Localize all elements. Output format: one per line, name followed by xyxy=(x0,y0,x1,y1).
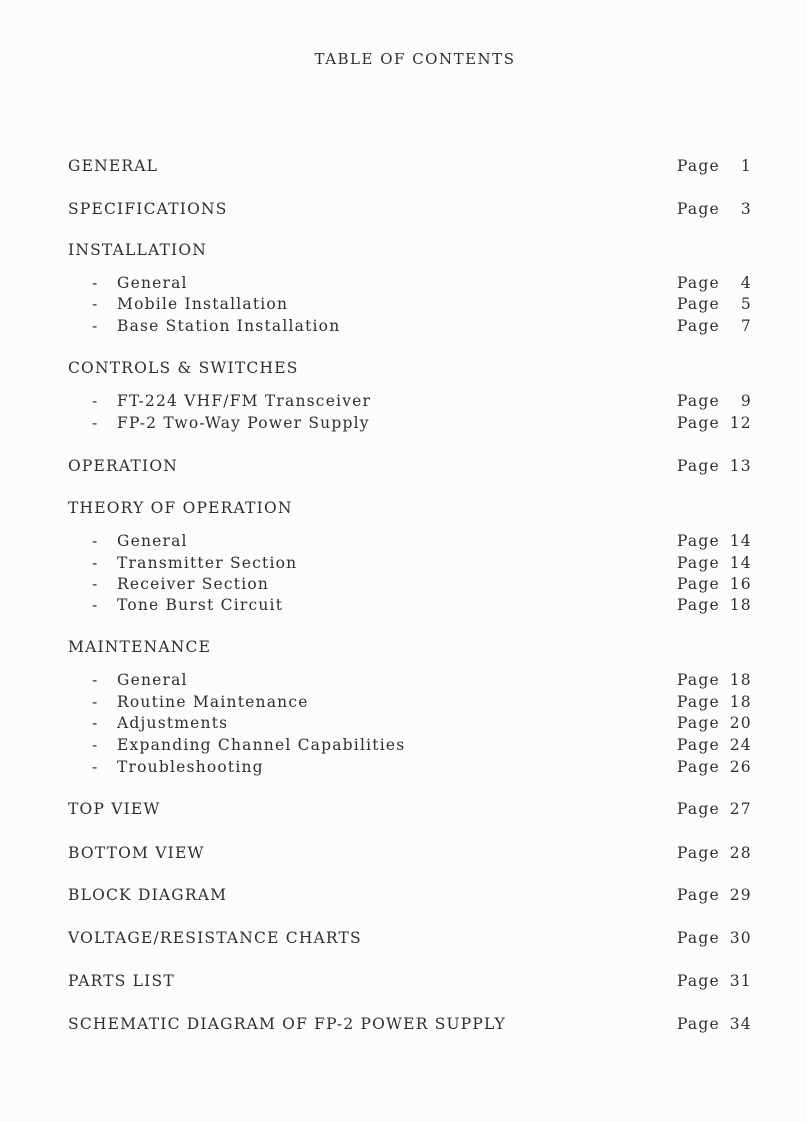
toc-entry xyxy=(0,157,807,179)
dash-bullet: - xyxy=(92,758,99,776)
page-word: Page xyxy=(677,758,720,776)
page-number: 1 xyxy=(740,157,752,175)
page-number: 7 xyxy=(740,317,752,335)
toc-entry xyxy=(0,1015,807,1037)
page-number: 12 xyxy=(729,414,752,432)
dash-bullet: - xyxy=(92,274,99,292)
entry-label: VOLTAGE/RESISTANCE CHARTS xyxy=(68,929,362,947)
entry-label: THEORY OF OPERATION xyxy=(68,499,293,517)
entry-page xyxy=(677,392,752,410)
entry-page xyxy=(677,554,752,572)
page-number: 18 xyxy=(729,596,752,614)
entry-label: Base Station Installation xyxy=(117,317,341,335)
entry-page xyxy=(677,1015,752,1033)
toc-subentry xyxy=(0,274,807,296)
entry-page xyxy=(677,295,752,313)
entry-label: GENERAL xyxy=(68,157,159,175)
entry-page xyxy=(677,317,752,335)
entry-label: BLOCK DIAGRAM xyxy=(68,886,228,904)
entry-label: Troubleshooting xyxy=(117,758,264,776)
dash-bullet: - xyxy=(92,317,99,335)
page-word: Page xyxy=(677,554,720,572)
toc-entry xyxy=(0,886,807,908)
entry-label: Adjustments xyxy=(117,714,229,732)
entry-label: PARTS LIST xyxy=(68,972,175,990)
dash-bullet: - xyxy=(92,532,99,550)
page-number: 27 xyxy=(729,800,752,818)
entry-label: SCHEMATIC DIAGRAM OF FP-2 POWER SUPPLY xyxy=(68,1015,506,1033)
toc-entry xyxy=(0,499,807,521)
page-word: Page xyxy=(677,972,720,990)
entry-page xyxy=(677,929,752,947)
entry-label: MAINTENANCE xyxy=(68,638,212,656)
toc-subentry xyxy=(0,575,807,597)
page-word: Page xyxy=(677,414,720,432)
page-number: 24 xyxy=(729,736,752,754)
page-number: 31 xyxy=(729,972,752,990)
dash-bullet: - xyxy=(92,414,99,432)
toc-subentry xyxy=(0,758,807,780)
entry-page xyxy=(677,596,752,614)
toc-entry xyxy=(0,457,807,479)
entry-label: TOP VIEW xyxy=(68,800,161,818)
toc-subentry xyxy=(0,392,807,414)
entry-page xyxy=(677,714,752,732)
page-number: 34 xyxy=(729,1015,752,1033)
page-word: Page xyxy=(677,295,720,313)
entry-label: General xyxy=(117,532,188,550)
entry-page xyxy=(677,157,752,175)
page-number: 4 xyxy=(740,274,752,292)
toc-entry xyxy=(0,844,807,866)
entry-label: SPECIFICATIONS xyxy=(68,200,228,218)
page-word: Page xyxy=(677,886,720,904)
entry-label: Routine Maintenance xyxy=(117,693,309,711)
dash-bullet: - xyxy=(92,554,99,572)
dash-bullet: - xyxy=(92,736,99,754)
entry-label: OPERATION xyxy=(68,457,178,475)
entry-label: Mobile Installation xyxy=(117,295,289,313)
page-word: Page xyxy=(677,844,720,862)
entry-label: INSTALLATION xyxy=(68,241,208,259)
page-number: 14 xyxy=(729,554,752,572)
entry-page xyxy=(677,532,752,550)
dash-bullet: - xyxy=(92,392,99,410)
page-word: Page xyxy=(677,693,720,711)
dash-bullet: - xyxy=(92,596,99,614)
page-number: 9 xyxy=(740,392,752,410)
page-number: 14 xyxy=(729,532,752,550)
page-number: 18 xyxy=(729,671,752,689)
page-word: Page xyxy=(677,392,720,410)
toc-subentry xyxy=(0,693,807,715)
toc-entry xyxy=(0,800,807,822)
page-number: 28 xyxy=(729,844,752,862)
dash-bullet: - xyxy=(92,575,99,593)
page-word: Page xyxy=(677,800,720,818)
page-number: 3 xyxy=(740,200,752,218)
toc-entry xyxy=(0,972,807,994)
toc-entry xyxy=(0,638,807,660)
entry-page xyxy=(677,457,752,475)
page-word: Page xyxy=(677,596,720,614)
page-word: Page xyxy=(677,1015,720,1033)
entry-page xyxy=(677,671,752,689)
page-word: Page xyxy=(677,457,720,475)
entry-label: Expanding Channel Capabilities xyxy=(117,736,406,754)
page-number: 20 xyxy=(729,714,752,732)
entry-page xyxy=(677,844,752,862)
entry-page xyxy=(677,274,752,292)
toc-subentry xyxy=(0,295,807,317)
toc-subentry xyxy=(0,317,807,339)
toc-entry xyxy=(0,200,807,222)
toc-subentry xyxy=(0,414,807,436)
page-word: Page xyxy=(677,575,720,593)
dash-bullet: - xyxy=(92,714,99,732)
entry-page xyxy=(677,200,752,218)
page-word: Page xyxy=(677,274,720,292)
dash-bullet: - xyxy=(92,693,99,711)
toc-subentry xyxy=(0,596,807,618)
entry-page xyxy=(677,736,752,754)
toc-entry xyxy=(0,359,807,381)
entry-page xyxy=(677,972,752,990)
entry-page xyxy=(677,414,752,432)
entry-page xyxy=(677,575,752,593)
page-word: Page xyxy=(677,532,720,550)
page-word: Page xyxy=(677,671,720,689)
entry-page xyxy=(677,693,752,711)
toc-subentry xyxy=(0,671,807,693)
toc-subentry xyxy=(0,532,807,554)
page-number: 30 xyxy=(729,929,752,947)
page-number: 13 xyxy=(729,457,752,475)
entry-label: Receiver Section xyxy=(117,575,270,593)
page-number: 5 xyxy=(740,295,752,313)
toc-entry xyxy=(0,241,807,263)
entry-label: General xyxy=(117,274,188,292)
page-word: Page xyxy=(677,929,720,947)
entry-label: FP-2 Two-Way Power Supply xyxy=(117,414,370,432)
toc-subentry xyxy=(0,736,807,758)
page-number: 18 xyxy=(729,693,752,711)
page-word: Page xyxy=(677,200,720,218)
page-word: Page xyxy=(677,714,720,732)
entry-page xyxy=(677,886,752,904)
dash-bullet: - xyxy=(92,295,99,313)
page-number: 16 xyxy=(729,575,752,593)
dash-bullet: - xyxy=(92,671,99,689)
page-number: 29 xyxy=(729,886,752,904)
entry-label: FT-224 VHF/FM Transceiver xyxy=(117,392,372,410)
page-word: Page xyxy=(677,736,720,754)
entry-label: Transmitter Section xyxy=(117,554,298,572)
toc-subentry xyxy=(0,554,807,576)
page-title: TABLE OF CONTENTS xyxy=(314,50,516,68)
entry-page xyxy=(677,758,752,776)
page-number: 26 xyxy=(729,758,752,776)
page-word: Page xyxy=(677,317,720,335)
entry-label: CONTROLS & SWITCHES xyxy=(68,359,299,377)
entry-label: BOTTOM VIEW xyxy=(68,844,205,862)
entry-label: Tone Burst Circuit xyxy=(117,596,284,614)
toc-subentry xyxy=(0,714,807,736)
entry-label: General xyxy=(117,671,188,689)
page-word: Page xyxy=(677,157,720,175)
entry-page xyxy=(677,800,752,818)
toc-entry xyxy=(0,929,807,951)
